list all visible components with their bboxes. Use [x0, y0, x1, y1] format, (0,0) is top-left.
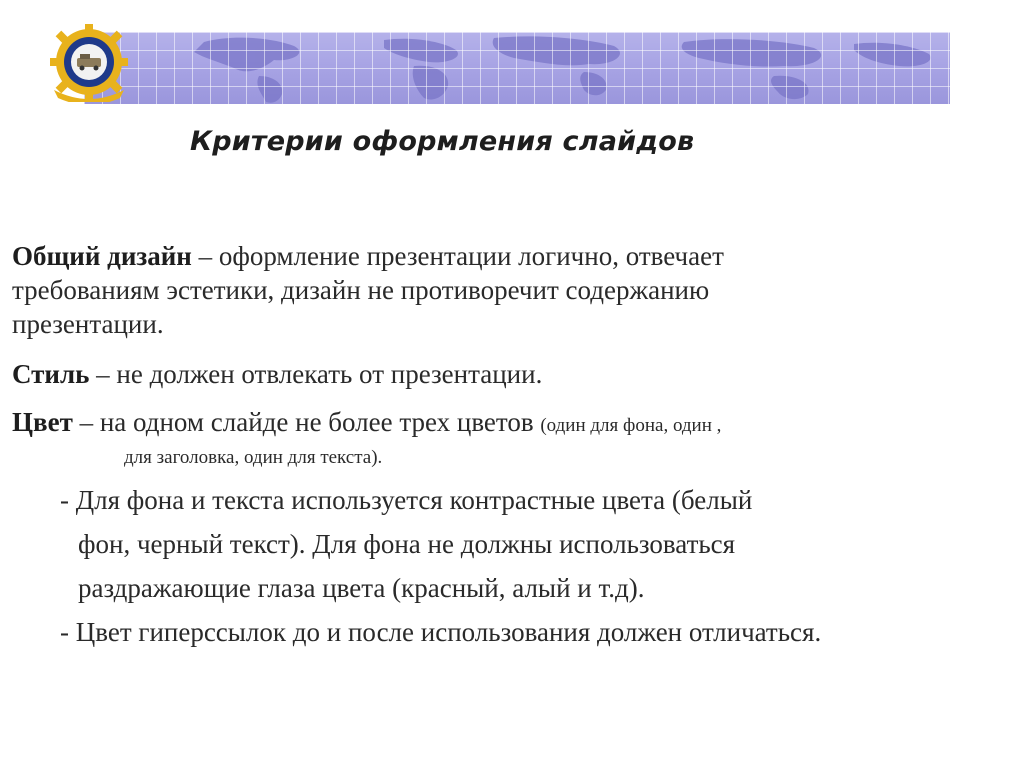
color-note-2: для заголовка, один для текста).: [124, 447, 383, 468]
header-banner: [84, 32, 950, 104]
design-text-line1: – оформление презентации логично, отвечает: [191, 241, 724, 271]
term-style: Стиль: [12, 359, 90, 389]
term-color: Цвет: [12, 407, 73, 437]
bullet-item-4: - Цвет гиперссылок до и после использования должен отличаться.: [60, 617, 822, 647]
bullet-item-2: фон, черный текст). Для фона не должны использоваться: [78, 529, 736, 559]
color-text: – на одном слайде не более трех цветов: [72, 407, 541, 437]
bullet-item-3: раздражающие глаза цвета (красный, алый и т.д).: [78, 573, 645, 603]
banner-grid: [84, 32, 950, 104]
bullet-item-1: - Для фона и текста используется контрастные цвета (белый: [60, 485, 753, 515]
slide-title: Критерии оформления слайдов: [190, 126, 695, 157]
term-design: Общий дизайн: [12, 241, 192, 271]
paragraph-color: [12, 406, 721, 440]
color-note-1: (один для фона, один ,: [540, 415, 722, 436]
institution-emblem-icon: [44, 24, 134, 102]
paragraph-style: [12, 358, 542, 392]
style-text: – не должен отвлекать от презентации.: [89, 359, 543, 389]
design-text-line3: презентации.: [12, 308, 164, 339]
design-text-line2: требованиям эстетики, дизайн не противоречит содержанию: [12, 274, 710, 305]
paragraph-design: [12, 240, 972, 341]
